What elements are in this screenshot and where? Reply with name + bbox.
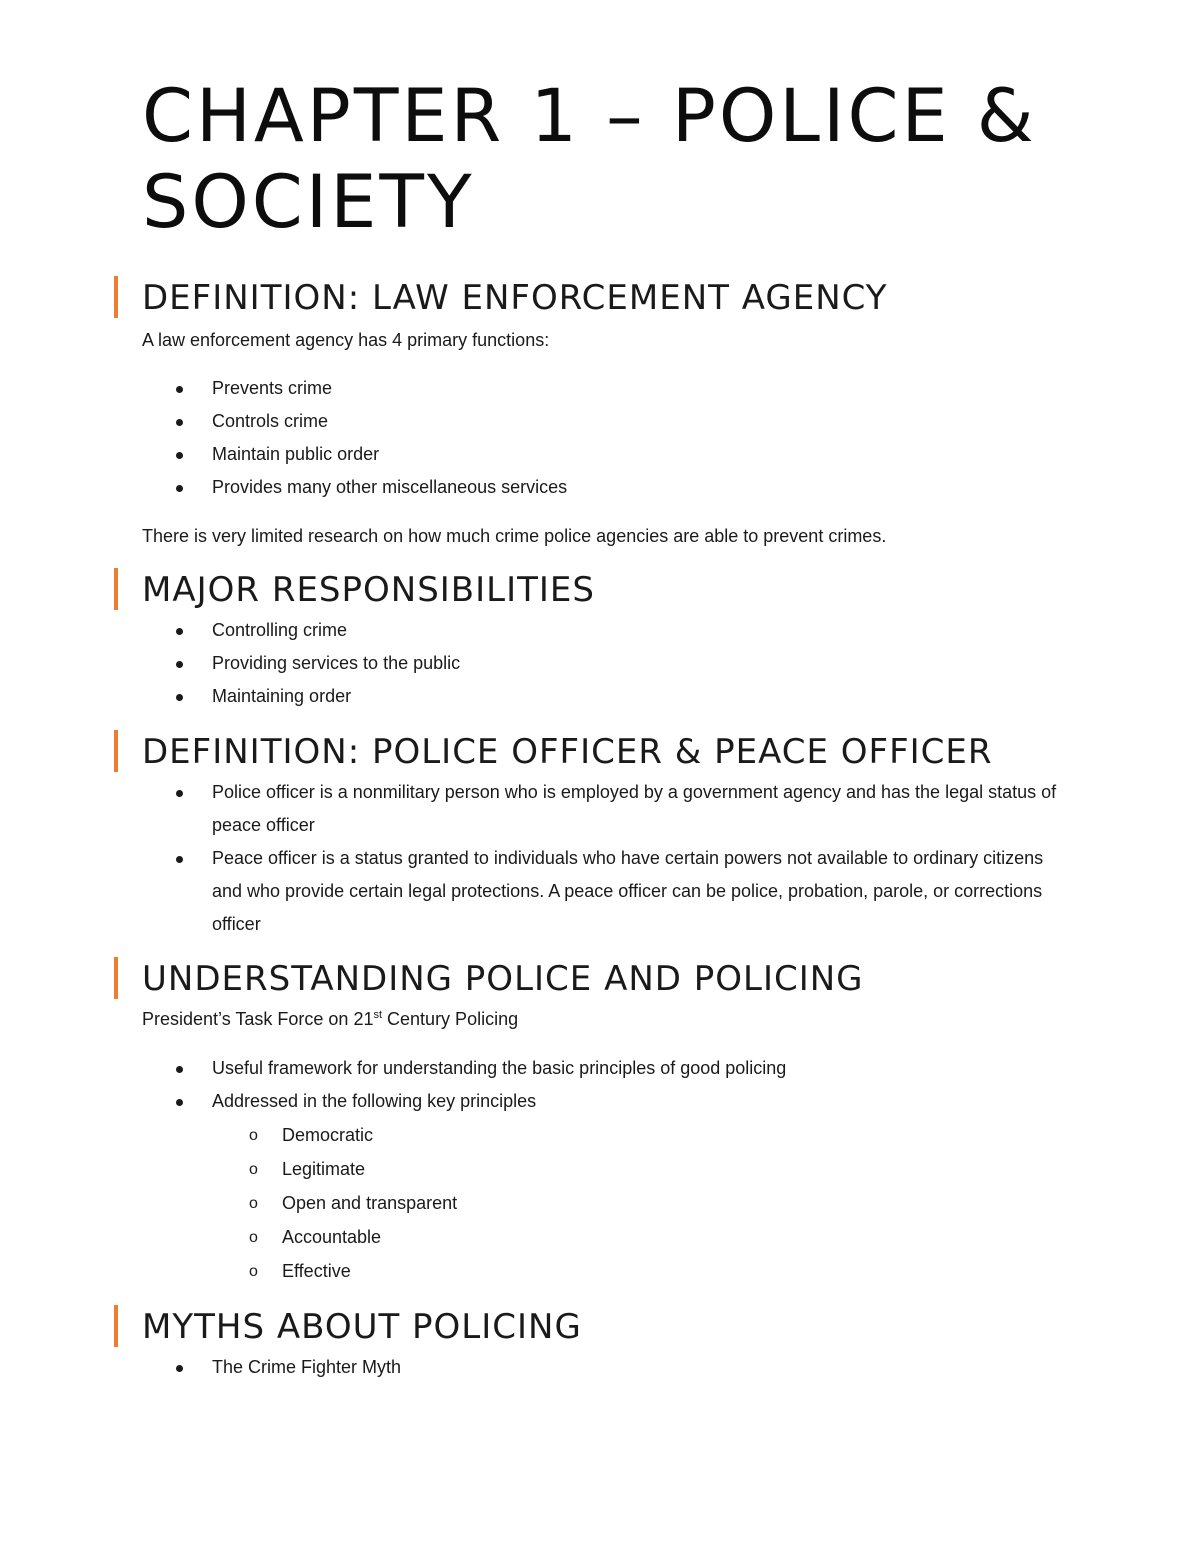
sub-list-item: o Accountable	[0, 1220, 1070, 1254]
sub-list-item: o Legitimate	[0, 1152, 1070, 1186]
bullet-icon	[176, 419, 183, 426]
section-heading-text: UNDERSTANDING POLICE AND POLICING	[142, 959, 864, 999]
sub-list-item: o Democratic	[0, 1118, 1070, 1152]
list-item: Prevents crime	[0, 372, 1200, 405]
section-heading-text: DEFINITION: LAW ENFORCEMENT AGENCY	[142, 278, 888, 318]
accent-bar	[114, 276, 118, 318]
list-item: Useful framework for understanding the basic principles of good policing	[0, 1052, 1200, 1085]
section-law-enforcement-agency	[0, 276, 1200, 553]
bullet-icon	[176, 694, 183, 701]
sub-list-item: o Open and transparent	[0, 1186, 1070, 1220]
circle-bullet-icon: o	[249, 1229, 258, 1246]
section-heading	[0, 730, 1200, 774]
section-myths-about-policing	[0, 1305, 1200, 1384]
outro-text: There is very limited research on how much crime police agencies are able to prevent crimes.	[142, 526, 887, 546]
section-heading	[0, 1305, 1200, 1349]
bullet-icon	[176, 386, 183, 393]
list-item: Maintaining order	[0, 680, 1200, 713]
bullet-icon	[176, 628, 183, 635]
intro-text: President’s Task Force on 21st Century Policing	[142, 1009, 519, 1029]
bullet-list	[0, 776, 1200, 941]
list-item: The Crime Fighter Myth	[0, 1351, 1200, 1384]
section-heading	[0, 276, 1200, 320]
section-police-peace-officer	[0, 730, 1200, 941]
list-item: Addressed in the following key principles o Democratic o Legitimate o Open and transparent o Accountable o Effective	[0, 1085, 1200, 1288]
list-item: Controlling crime	[0, 614, 1200, 647]
list-item: Providing services to the public	[0, 647, 1200, 680]
list-item: Peace officer is a status granted to individuals who have certain powers not available to ordinary citizens and who provide certain legal protections. A peace officer can be police, probation, parole, or corrections officer	[0, 842, 1200, 941]
sub-bullet-list	[0, 1118, 1070, 1288]
bullet-list	[0, 614, 1200, 713]
bullet-icon	[176, 856, 183, 863]
list-item: Police officer is a nonmilitary person who is employed by a government agency and has the legal status of peace officer	[0, 776, 1200, 842]
page-title: CHAPTER 1 – POLICE & SOCIETY	[142, 74, 1037, 245]
section-understanding-policing	[0, 957, 1200, 1288]
bullet-list	[0, 1052, 1200, 1288]
bullet-icon	[176, 661, 183, 668]
bullet-icon	[176, 452, 183, 459]
circle-bullet-icon: o	[249, 1161, 258, 1178]
list-item: Controls crime	[0, 405, 1200, 438]
sub-list-item: o Effective	[0, 1254, 1070, 1288]
accent-bar	[114, 730, 118, 772]
list-item: Provides many other miscellaneous services	[0, 471, 1200, 504]
bullet-icon	[176, 1365, 183, 1372]
accent-bar	[114, 1305, 118, 1347]
bullet-icon	[176, 1099, 183, 1106]
intro-text: A law enforcement agency has 4 primary functions:	[142, 330, 550, 350]
bullet-list	[0, 372, 1200, 504]
section-heading-text: DEFINITION: POLICE OFFICER & PEACE OFFICER	[142, 732, 993, 772]
circle-bullet-icon: o	[249, 1263, 258, 1280]
bullet-list	[0, 1351, 1200, 1384]
circle-bullet-icon: o	[249, 1127, 258, 1144]
section-major-responsibilities	[0, 568, 1200, 713]
section-heading	[0, 957, 1200, 1001]
accent-bar	[114, 568, 118, 610]
accent-bar	[114, 957, 118, 999]
circle-bullet-icon: o	[249, 1195, 258, 1212]
section-heading-text: MYTHS ABOUT POLICING	[142, 1307, 582, 1347]
section-heading	[0, 568, 1200, 612]
bullet-icon	[176, 1066, 183, 1073]
section-heading-text: MAJOR RESPONSIBILITIES	[142, 570, 595, 610]
list-item: Maintain public order	[0, 438, 1200, 471]
bullet-icon	[176, 485, 183, 492]
bullet-icon	[176, 790, 183, 797]
